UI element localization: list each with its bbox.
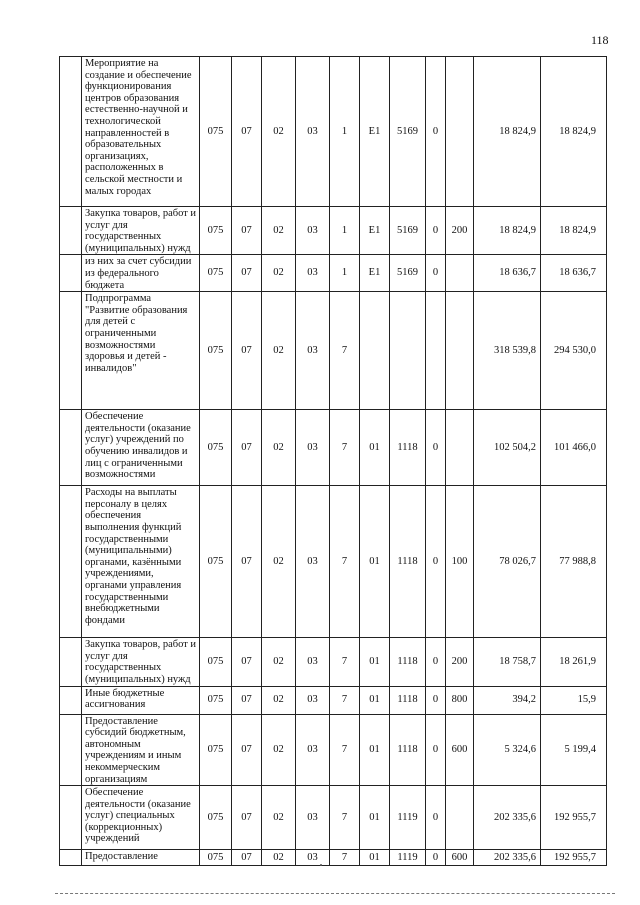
code-p4 [390,292,426,410]
sum-2: 101 466,0 [541,410,607,486]
code-p2: 7 [330,638,360,686]
row-index-cell [60,486,82,638]
code-rz: 07 [232,686,262,714]
code-p2: 7 [330,486,360,638]
row-index-cell [60,786,82,850]
bottom-rule [55,893,615,894]
row-index-cell [60,292,82,410]
code-p1: 03 [296,57,330,207]
code-p3: 01 [360,786,390,850]
row-name: Обеспечение деятельности (оказание услуг) учреждений по обучению инвалидов и лиц с ограниченными возможностями [82,410,200,486]
code-p3: 01 [360,410,390,486]
sum-1: 78 026,7 [474,486,541,638]
code-gr: 075 [200,410,232,486]
code-vr [446,292,474,410]
sum-2: 18 824,9 [541,57,607,207]
sum-1: 18 758,7 [474,638,541,686]
code-rz: 07 [232,638,262,686]
code-vr: 600 [446,714,474,786]
code-pr: 02 [262,57,296,207]
code-p1: 03 [296,410,330,486]
row-index-cell [60,850,82,866]
sum-2: 192 955,7 [541,786,607,850]
sum-1: 18 824,9 [474,207,541,255]
code-p1: 03 [296,638,330,686]
row-name: Подпрограмма "Развитие образования для детей с ограниченными возможностями здоровья и детей - инвалидов" [82,292,200,410]
code-p2: 1 [330,207,360,255]
sum-2: 15,9 [541,686,607,714]
table-row [60,486,607,638]
code-p4: 1118 [390,486,426,638]
code-p5: 0 [426,486,446,638]
code-p5: 0 [426,638,446,686]
code-gr: 075 [200,207,232,255]
sum-1: 394,2 [474,686,541,714]
code-vr: 200 [446,207,474,255]
code-p3: 01 [360,850,390,866]
code-p3: 01 [360,714,390,786]
table-row [60,686,607,714]
code-gr: 075 [200,786,232,850]
sum-2: 18 824,9 [541,207,607,255]
table-row [60,850,607,866]
row-name: Обеспечение деятельности (оказание услуг) специальных (коррекционных) учреждений [82,786,200,850]
row-name: из них за счет субсидии из федерального бюджета [82,255,200,292]
table-row [60,714,607,786]
code-p5: 0 [426,255,446,292]
code-rz: 07 [232,850,262,866]
sum-1: 318 539,8 [474,292,541,410]
code-vr [446,786,474,850]
code-gr: 075 [200,850,232,866]
code-vr: 100 [446,486,474,638]
code-vr: 600 [446,850,474,866]
row-index-cell [60,255,82,292]
code-vr [446,57,474,207]
row-name: Мероприятие на создание и обеспечение функционирования центров образования естественно-научной и технологической направленностей в образовательных организациях, расположенных в сельской местности и малых городах [82,57,200,207]
code-p4: 1119 [390,786,426,850]
code-p2: 7 [330,292,360,410]
code-pr: 02 [262,207,296,255]
sum-1: 18 824,9 [474,57,541,207]
code-p1: 03 [296,486,330,638]
code-rz: 07 [232,207,262,255]
code-p2: 7 [330,714,360,786]
code-rz: 07 [232,486,262,638]
table-row [60,410,607,486]
code-p3: E1 [360,255,390,292]
code-p5: 0 [426,410,446,486]
sum-1: 202 335,6 [474,786,541,850]
code-p1: 03 [296,207,330,255]
code-p5: 0 [426,207,446,255]
code-gr: 075 [200,255,232,292]
code-p3: 01 [360,486,390,638]
row-name: Закупка товаров, работ и услуг для государственных (муниципальных) нужд [82,207,200,255]
sum-1: 18 636,7 [474,255,541,292]
code-gr: 075 [200,686,232,714]
row-name: Предоставление субсидий бюджетным, автономным учреждениям и иным некоммерческим организациям [82,714,200,786]
sum-1: 5 324,6 [474,714,541,786]
code-p4: 1118 [390,714,426,786]
code-rz: 07 [232,57,262,207]
code-vr: 800 [446,686,474,714]
code-p2: 7 [330,686,360,714]
code-p4: 5169 [390,255,426,292]
sum-2: 294 530,0 [541,292,607,410]
sum-1: 102 504,2 [474,410,541,486]
code-rz: 07 [232,255,262,292]
code-p2: 7 [330,786,360,850]
code-p5: 0 [426,850,446,866]
code-gr: 075 [200,292,232,410]
code-pr: 02 [262,686,296,714]
code-p1: 03 [296,686,330,714]
row-name: Иные бюджетные ассигнования [82,686,200,714]
row-index-cell [60,410,82,486]
code-pr: 02 [262,714,296,786]
row-index-cell [60,207,82,255]
code-p1: 03 [296,850,330,866]
code-p5: 0 [426,57,446,207]
code-p4: 1119 [390,850,426,866]
code-p3: E1 [360,207,390,255]
code-pr: 02 [262,850,296,866]
code-p2: 1 [330,57,360,207]
scan-dot [320,864,322,866]
code-gr: 075 [200,57,232,207]
code-p4: 5169 [390,207,426,255]
code-p2: 7 [330,850,360,866]
code-p5: 0 [426,786,446,850]
page-number: 118 [591,33,609,47]
code-p3: 01 [360,686,390,714]
sum-2: 5 199,4 [541,714,607,786]
row-name: Расходы на выплаты персоналу в целях обеспечения выполнения функций государственными (муниципальными) органами, казёнными учреждениями, органами управления государственными внебюджетными фондами [82,486,200,638]
sum-2: 18 261,9 [541,638,607,686]
code-rz: 07 [232,410,262,486]
code-rz: 07 [232,786,262,850]
code-vr [446,255,474,292]
row-index-cell [60,714,82,786]
row-index-cell [60,686,82,714]
code-pr: 02 [262,786,296,850]
table-row [60,207,607,255]
code-vr: 200 [446,638,474,686]
code-p1: 03 [296,786,330,850]
row-name: Закупка товаров, работ и услуг для государственных (муниципальных) нужд [82,638,200,686]
code-p3 [360,292,390,410]
code-p4: 5169 [390,57,426,207]
code-p3: 01 [360,638,390,686]
code-p2: 1 [330,255,360,292]
sum-1: 202 335,6 [474,850,541,866]
row-index-cell [60,57,82,207]
code-vr [446,410,474,486]
code-pr: 02 [262,638,296,686]
table-row [60,786,607,850]
code-gr: 075 [200,486,232,638]
code-p4: 1118 [390,686,426,714]
code-rz: 07 [232,292,262,410]
row-name: Предоставление [82,850,200,866]
row-index-cell [60,638,82,686]
code-p3: E1 [360,57,390,207]
code-p1: 03 [296,714,330,786]
code-gr: 075 [200,714,232,786]
code-p2: 7 [330,410,360,486]
table-row [60,255,607,292]
sum-2: 77 988,8 [541,486,607,638]
table-row [60,57,607,207]
sum-2: 192 955,7 [541,850,607,866]
code-p5: 0 [426,686,446,714]
code-p1: 03 [296,255,330,292]
code-pr: 02 [262,255,296,292]
code-p4: 1118 [390,410,426,486]
code-pr: 02 [262,486,296,638]
code-p5: 0 [426,714,446,786]
code-rz: 07 [232,714,262,786]
table-row [60,292,607,410]
sum-2: 18 636,7 [541,255,607,292]
code-p4: 1118 [390,638,426,686]
code-pr: 02 [262,292,296,410]
code-gr: 075 [200,638,232,686]
code-p5 [426,292,446,410]
code-pr: 02 [262,410,296,486]
table-row [60,638,607,686]
code-p1: 03 [296,292,330,410]
budget-table [59,56,607,866]
